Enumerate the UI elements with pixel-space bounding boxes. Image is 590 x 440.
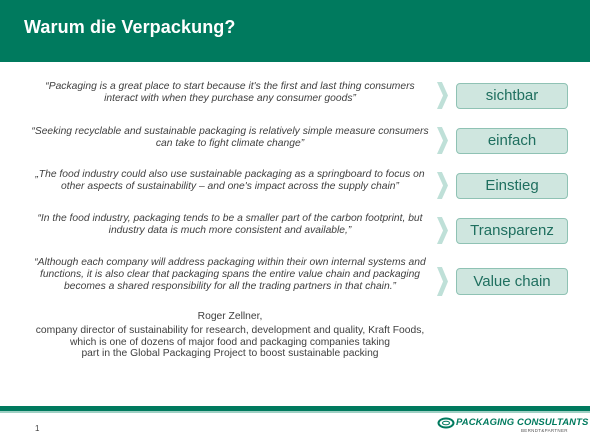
company-logo	[437, 414, 589, 436]
tag-einfach: einfach	[456, 128, 568, 154]
quote-4-line-2: industry data is much more consistent and available,”	[108, 225, 352, 237]
logo-name: PACKAGING CONSULTANTS	[456, 417, 589, 428]
logo-subtitle: BERNDT&PARTNER	[521, 428, 568, 433]
slide-title: Warum die Verpackung?	[24, 17, 236, 37]
page-number: 1	[35, 424, 40, 433]
attribution-role	[20, 325, 440, 360]
quote-5-line-3: becomes a shared responsibility for all the trading partners in that chain.”	[64, 281, 396, 293]
quote-1	[20, 81, 440, 105]
footer-bar-accent	[0, 411, 590, 413]
attribution-name: Roger Zellner,	[197, 311, 263, 322]
logo-swirl-icon	[437, 416, 455, 430]
tag-sichtbar: sichtbar	[456, 83, 568, 109]
quote-2-line-2: can take to fight climate change”	[155, 138, 305, 150]
quote-3-line-2: other aspects of sustainability – and one's impact across the supply chain”	[61, 181, 399, 193]
quote-1-line-2: interact with when they purchase any consumer goods”	[104, 93, 356, 105]
quote-4	[20, 213, 440, 237]
tag-einstieg: Einstieg	[456, 173, 568, 199]
attribution-role-line-3: part in the Global Packaging Project to boost sustainable packing	[81, 348, 379, 360]
quote-2	[20, 126, 440, 150]
quote-2-line-1: “Seeking recyclable and sustainable packaging is relatively simple measure consumers	[31, 126, 429, 137]
attribution-role-line-2: which is one of dozens of major food and packaging companies taking	[70, 336, 390, 348]
quote-3	[20, 169, 440, 193]
quote-5-line-1: “Although each company will address packaging within their own internal systems and	[34, 257, 426, 268]
quote-1-line-1: “Packaging is a great place to start because it's the first and last thing consumers	[45, 81, 415, 92]
quote-3-line-1: „The food industry could also use sustainable packaging as a springboard to focus on	[35, 169, 425, 180]
tag-transparenz: Transparenz	[456, 218, 568, 244]
title-bar	[0, 0, 590, 62]
attribution-role-line-1: company director of sustainability for research, development and quality, Kraft Foods,	[35, 325, 425, 336]
quote-5-line-2: functions, it is also clear that packaging spans the entire value chain and packaging	[39, 269, 421, 281]
tag-value-chain: Value chain	[456, 268, 568, 295]
quote-5	[20, 257, 440, 294]
quote-4-line-1: “In the food industry, packaging tends to be a smaller part of the carbon footprint, but	[37, 213, 423, 224]
